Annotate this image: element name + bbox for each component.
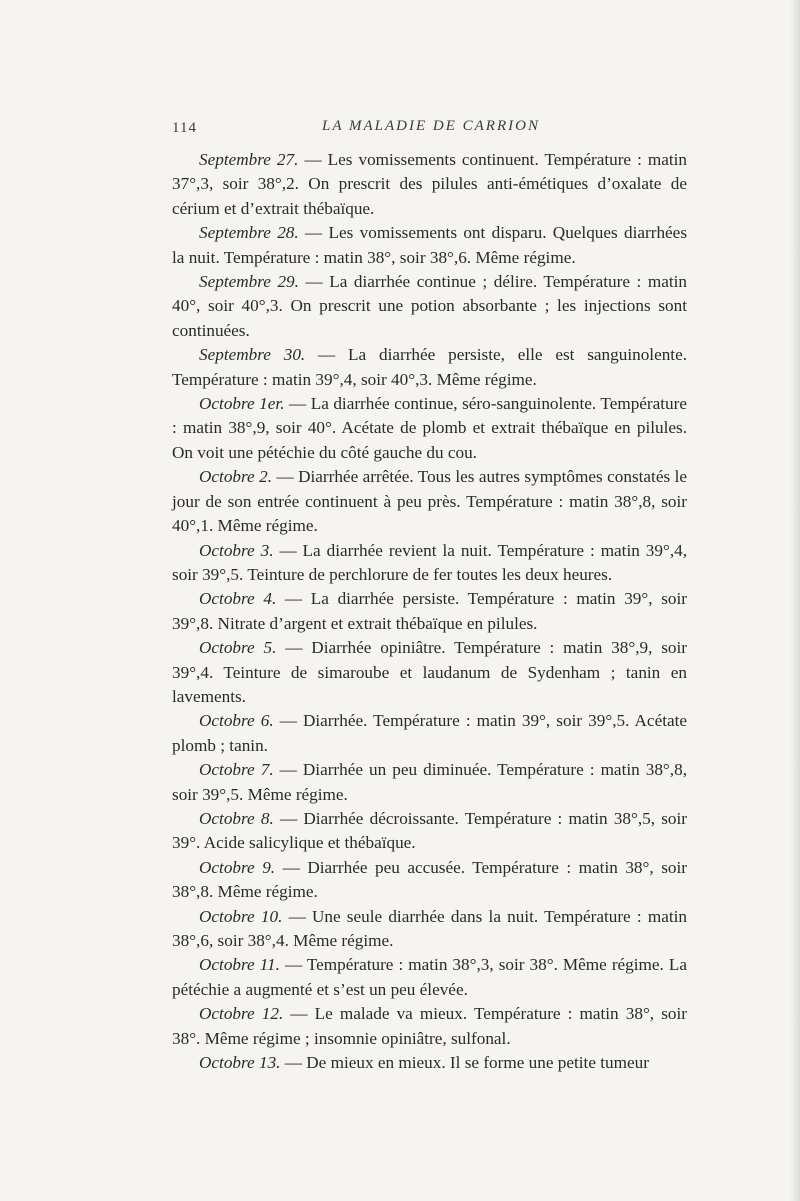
- entry-text: — Diarrhée un peu diminuée. Température : matin 38°,8, soir 39°,5. Même régime.: [172, 760, 687, 804]
- log-entry: [172, 221, 687, 270]
- log-entry: [172, 758, 687, 807]
- page-number: 114: [172, 120, 197, 136]
- entry-date: Octobre 5.: [199, 638, 277, 658]
- entry-text: — La diarrhée continue ; délire. Température : matin 40°, soir 40°,3. On prescrit une potion absorbante ; les injections sont continuées.: [172, 272, 687, 340]
- log-entry: [172, 539, 687, 588]
- log-entry: [172, 709, 687, 758]
- clinical-log: [172, 148, 687, 1075]
- log-entry: [172, 392, 687, 465]
- entry-text: — Le malade va mieux. Température : matin 38°, soir 38°. Même régime ; insomnie opiniâtre, sulfonal.: [172, 1004, 687, 1048]
- entry-date: Octobre 1er.: [199, 394, 285, 414]
- page-header: [172, 112, 687, 138]
- entry-text: — Une seule diarrhée dans la nuit. Température : matin 38°,6, soir 38°,4. Même régime.: [172, 906, 687, 950]
- entry-text: — La diarrhée continue, séro-sanguinolente. Température : matin 38°,9, soir 40°. Acétate de plomb et extrait thébaïque en pilules. On voit une pétéchie du côté gauche du cou.: [172, 394, 688, 462]
- entry-text: — De mieux en mieux. Il se forme une petite tumeur: [280, 1053, 649, 1073]
- running-title: LA MALADIE DE CARRION: [322, 118, 540, 134]
- entry-text: — Diarrhée décroissante. Température : matin 38°,5, soir 39°. Acide salicylique et thébaïque.: [172, 808, 687, 853]
- entry-date: Octobre 3.: [199, 540, 274, 560]
- entry-date: Septembre 29.: [199, 272, 299, 292]
- entry-date: Octobre 6.: [199, 711, 274, 731]
- entry-date: Septembre 28.: [199, 223, 299, 243]
- log-entry: [172, 1002, 687, 1051]
- entry-text: — Les vomissements continuent. Température : matin 37°,3, soir 38°,2. On prescrit des pilules anti-émétiques d’oxalate de cérium et d’extrait thébaïque.: [172, 150, 688, 218]
- log-entry: [172, 587, 687, 636]
- entry-date: Octobre 13.: [199, 1053, 281, 1073]
- entry-date: Octobre 7.: [199, 760, 274, 780]
- log-entry: [172, 807, 687, 856]
- log-entry: [172, 856, 687, 905]
- entry-date: Octobre 11.: [199, 955, 280, 975]
- entry-text: — Diarrhée opiniâtre. Température : matin 38°,9, soir 39°,4. Teinture de simaroube et laudanum de Sydenham ; tanin en lavements.: [172, 638, 688, 706]
- log-entry: [172, 270, 687, 343]
- entry-date: Septembre 27.: [199, 150, 299, 169]
- page-edge-shadow: [790, 0, 800, 1201]
- entry-date: Octobre 9.: [199, 857, 276, 877]
- entry-text: — La diarrhée revient la nuit. Température : matin 39°,4, soir 39°,5. Teinture de perchlorure de fer toutes les deux heures.: [172, 540, 688, 584]
- entry-date: Octobre 10.: [199, 906, 283, 926]
- entry-text: — Diarrhée peu accusée. Température : matin 38°, soir 38°,8. Même régime.: [172, 857, 687, 902]
- entry-text: — Température : matin 38°,3, soir 38°. Même régime. La pétéchie a augmenté et s’est un peu élevée.: [172, 955, 688, 999]
- entry-date: Octobre 12.: [199, 1004, 284, 1024]
- entry-text: — Diarrhée arrêtée. Tous les autres symptômes constatés le jour de son entrée continuent à peu près. Température : matin 38°,8, soir 40°,1. Même régime.: [172, 467, 687, 536]
- entry-text: — La diarrhée persiste. Température : matin 39°, soir 39°,8. Nitrate d’argent et extrait thébaïque en pilules.: [172, 589, 688, 633]
- log-entry: [172, 636, 687, 709]
- log-entry: [172, 953, 687, 1002]
- entry-text: — La diarrhée persiste, elle est sanguinolente. Température : matin 39°,4, soir 40°,3. Même régime.: [172, 345, 688, 389]
- log-entry: [172, 148, 687, 221]
- log-entry: [172, 905, 687, 954]
- log-entry: [172, 465, 687, 538]
- log-entry: [172, 343, 687, 392]
- entry-date: Octobre 8.: [199, 808, 274, 828]
- entry-text: — Diarrhée. Température : matin 39°, soir 39°,5. Acétate plomb ; tanin.: [172, 711, 688, 755]
- entry-date: Octobre 4.: [199, 589, 277, 609]
- log-entry: [172, 1051, 687, 1075]
- entry-date: Septembre 30.: [199, 345, 306, 365]
- entry-text: — Les vomissements ont disparu. Quelques diarrhées la nuit. Température : matin 38°, soir 38°,6. Même régime.: [172, 223, 688, 267]
- entry-date: Octobre 2.: [199, 467, 273, 487]
